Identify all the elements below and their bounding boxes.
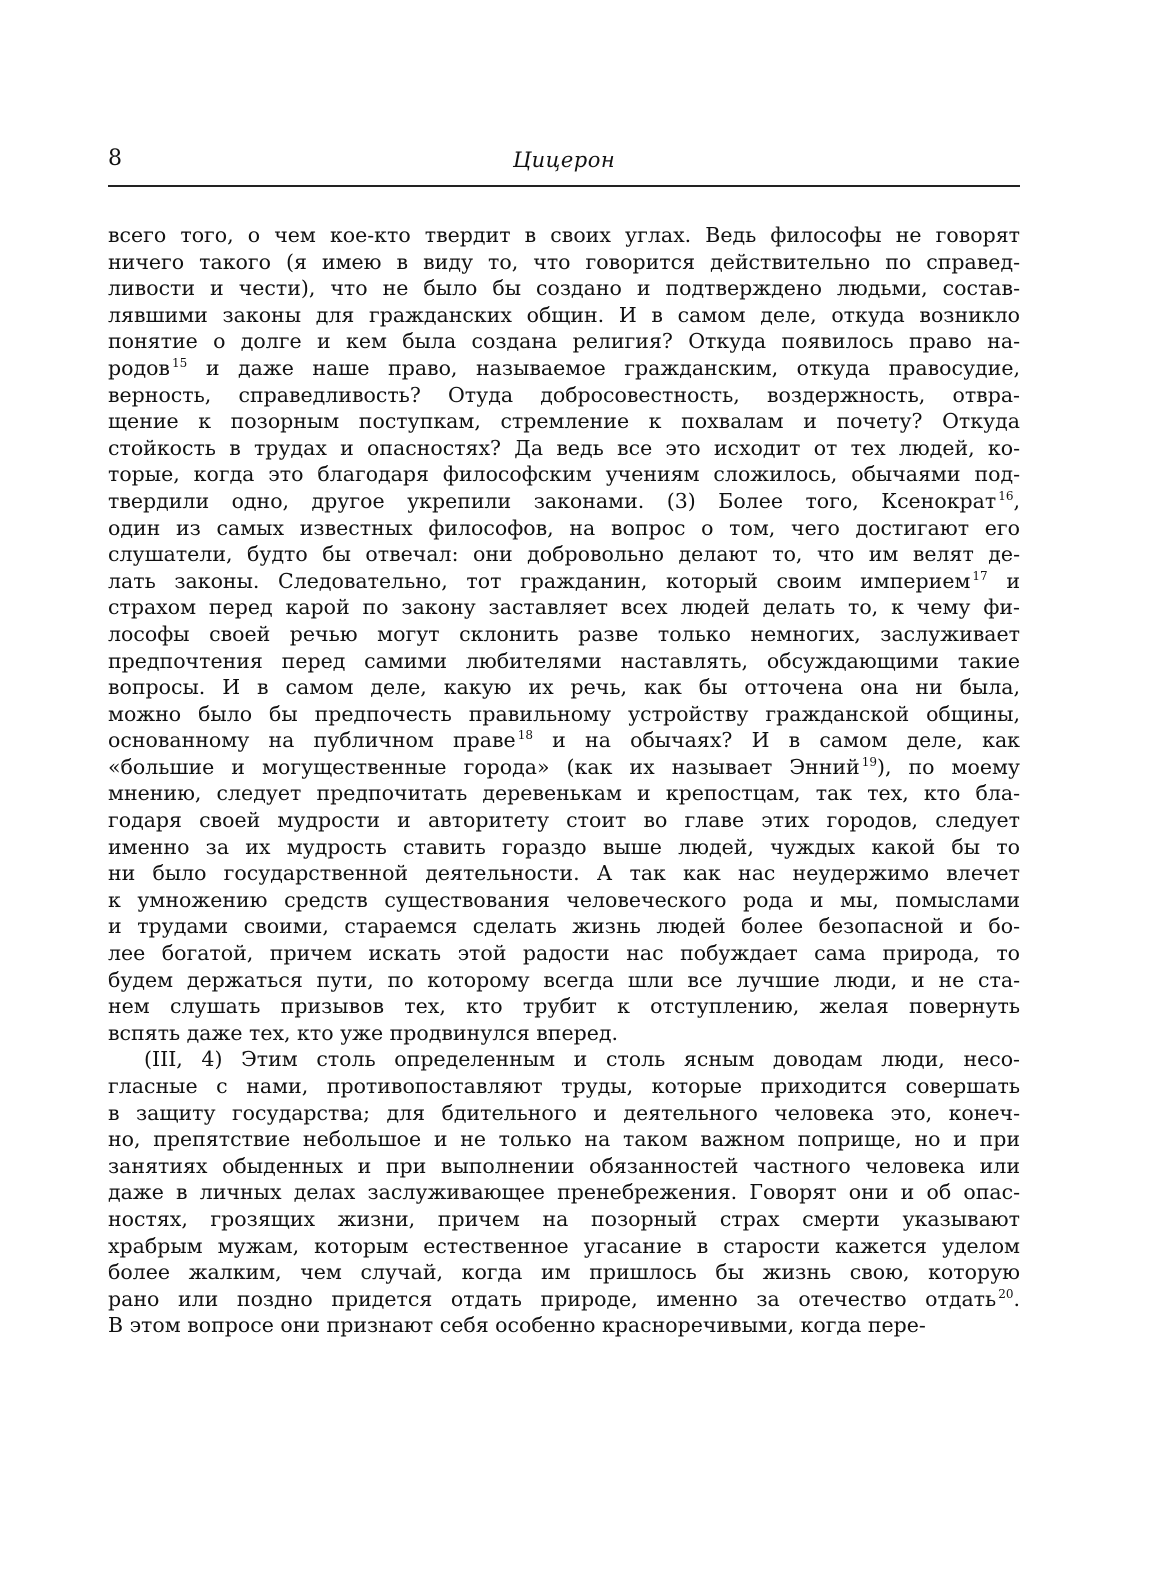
text-line [108,1206,1020,1233]
text-run: и [987,568,1020,593]
text-line [108,780,1020,807]
footnote-ref: 17 [972,568,988,583]
text-run: , [1013,488,1020,513]
text-line [108,355,1020,382]
text-line [108,727,1020,754]
text-line [108,993,1020,1020]
text-run: будем держаться пути, по которому всегда шли все лучшие люди, и не ста- [108,967,1020,992]
text-run: лать законы. Следовательно, тот гражданин, который своим империем [108,568,971,593]
text-line [108,382,1020,409]
text-line [108,594,1020,621]
text-line [108,328,1020,355]
text-line [108,435,1020,462]
text-line [108,887,1020,914]
text-run: годаря своей мудрости и авторитету стоит во главе этих городов, следует [108,808,1020,833]
text-run: более жалким, чем случай, когда им пришлось бы жизнь свою, которую [108,1260,1020,1285]
text-run: ливости и чести), что не было бы создано и подтверждено людьми, состав- [108,276,1020,301]
text-line [108,834,1020,861]
header-rule [108,185,1020,187]
text-line [108,302,1020,329]
text-line [108,488,1020,515]
running-header [108,146,1020,186]
text-line [108,754,1020,781]
footnote-ref: 18 [517,728,533,743]
text-line [108,1073,1020,1100]
text-line [108,1312,1020,1339]
text-run: гласные с нами, противопоставляют труды, которые приходится совершать [108,1074,1020,1098]
text-run: понятие о долге и кем была создана религия? Откуда появилось право на- [108,329,1020,354]
text-run: щение к позорным поступкам, стремление к похвалам и почету? Откуда [108,409,1020,434]
footnote-ref: 20 [998,1286,1014,1301]
text-run: родов [108,355,170,380]
text-line [108,674,1020,701]
text-line [108,1126,1020,1153]
text-line [108,913,1020,940]
text-line [108,701,1020,728]
text-run: именно за их мудрость ставить гораздо выше людей, чуждых какой бы то [108,834,1020,859]
text-run: нем слушать призывов тех, кто трубит к отступлению, желая повернуть [108,994,1020,1019]
text-run: один из самых известных философов, на вопрос о том, чего достигают его [108,515,1020,540]
text-run: лявшими законы для гражданских общин. И в самом деле, откуда возникло [108,302,1020,327]
text-run: и трудами своими, стараемся сделать жизнь людей более безопасной и бо- [108,914,1020,939]
text-run: мнению, следует предпочитать деревенькам и крепостцам, так тех, кто бла- [108,781,1020,806]
text-line [108,807,1020,834]
text-line [108,1233,1020,1260]
text-run: лософы своей речью могут склонить разве только немногих, заслуживает [108,621,1020,646]
text-run: в защиту государства; для бдительного и деятельного человека это, конеч- [108,1100,1020,1125]
text-line [108,940,1020,967]
text-run: лее богатой, причем искать этой радости нас побуждает сама природа, то [108,941,1020,966]
text-run: и на обычаях? И в самом деле, как [532,728,1020,753]
text-run: рано или поздно придется отдать природе, именно за отечество отдать [108,1286,997,1311]
text-run: . [1013,1286,1020,1311]
text-line [108,515,1020,542]
text-run: ни было государственной деятельности. А так как нас неудержимо влечет [108,861,1020,886]
text-run: страхом перед карой по закону заставляет всех людей делать то, к чему фи- [108,595,1020,620]
text-run: но, препятствие небольшое и не только на таком важном поприще, но и при [108,1127,1020,1152]
text-run: занятиях обыденных и при выполнении обязанностей частного человека или [108,1153,1020,1178]
text-line [108,621,1020,648]
text-line [108,1259,1020,1286]
paragraph [108,1046,1020,1339]
text-run: и даже наше право, называемое гражданским, откуда правосудие, [187,355,1020,380]
text-run: храбрым мужам, которым естественное угасание в старости кажется уделом [108,1233,1020,1258]
text-line [108,249,1020,276]
text-line [108,860,1020,887]
body-text [108,222,1020,1339]
text-line [108,967,1020,994]
text-run: ничего такого (я имею в виду то, что говорится действительно по справед- [108,249,1020,274]
text-run: (III, 4) Этим столь определенным и столь ясным доводам люди, несо- [144,1047,1020,1072]
text-run: предпочтения перед самими любителями наставлять, обсуждающими такие [108,648,1020,673]
text-run: даже в личных делах заслуживающее пренебрежения. Говорят они и об опас- [108,1180,1020,1205]
text-line [108,568,1020,595]
text-run: основанному на публичном праве [108,728,516,753]
text-line [108,541,1020,568]
text-run: можно было бы предпочесть правильному устройству гражданской общины, [108,701,1020,726]
text-line [108,408,1020,435]
paragraph [108,222,1020,1046]
text-line [108,1020,1020,1047]
running-title: Цицерон [512,148,616,172]
text-run: к умножению средств существования человеческого рода и мы, помыслами [108,887,1020,912]
footnote-ref: 16 [998,489,1014,504]
text-run: торые, когда это благодаря философским учениям сложилось, обычаями под- [108,462,1020,487]
text-line [108,1046,1020,1073]
text-line [108,1286,1020,1313]
text-line [108,461,1020,488]
footnote-ref: 19 [861,755,877,770]
text-line [108,648,1020,675]
text-run: слушатели, будто бы отвечал: они добровольно делают то, что им велят де- [108,542,1020,567]
page-number: 8 [108,146,122,171]
text-run: всего того, о чем кое-кто твердит в своих углах. Ведь философы не говорят [108,223,1020,247]
text-line [108,1100,1020,1127]
text-run: ), по моему [876,754,1020,779]
text-line [108,275,1020,302]
text-run: «большие и могущественные города» (как их называет Энний [108,754,860,779]
text-run: вопросы. И в самом деле, какую их речь, как бы отточена она ни была, [108,675,1020,700]
text-run: верность, справедливость? Отуда добросовестность, воздержность, отвра- [108,382,1020,407]
text-run: ностях, грозящих жизни, причем на позорный страх смерти указывают [108,1206,1020,1231]
text-line [108,1153,1020,1180]
text-run: твердили одно, другое укрепили законами. (3) Более того, Ксенократ [108,488,997,513]
text-run: В этом вопросе они признают себя особенно красноречивыми, когда пере- [108,1313,926,1338]
text-run: стойкость в трудах и опасностях? Да ведь все это исходит от тех людей, ко- [108,435,1020,460]
text-run: вспять даже тех, кто уже продвинулся вперед. [108,1020,618,1045]
text-line [108,1179,1020,1206]
text-line [108,222,1020,249]
footnote-ref: 15 [171,356,188,371]
